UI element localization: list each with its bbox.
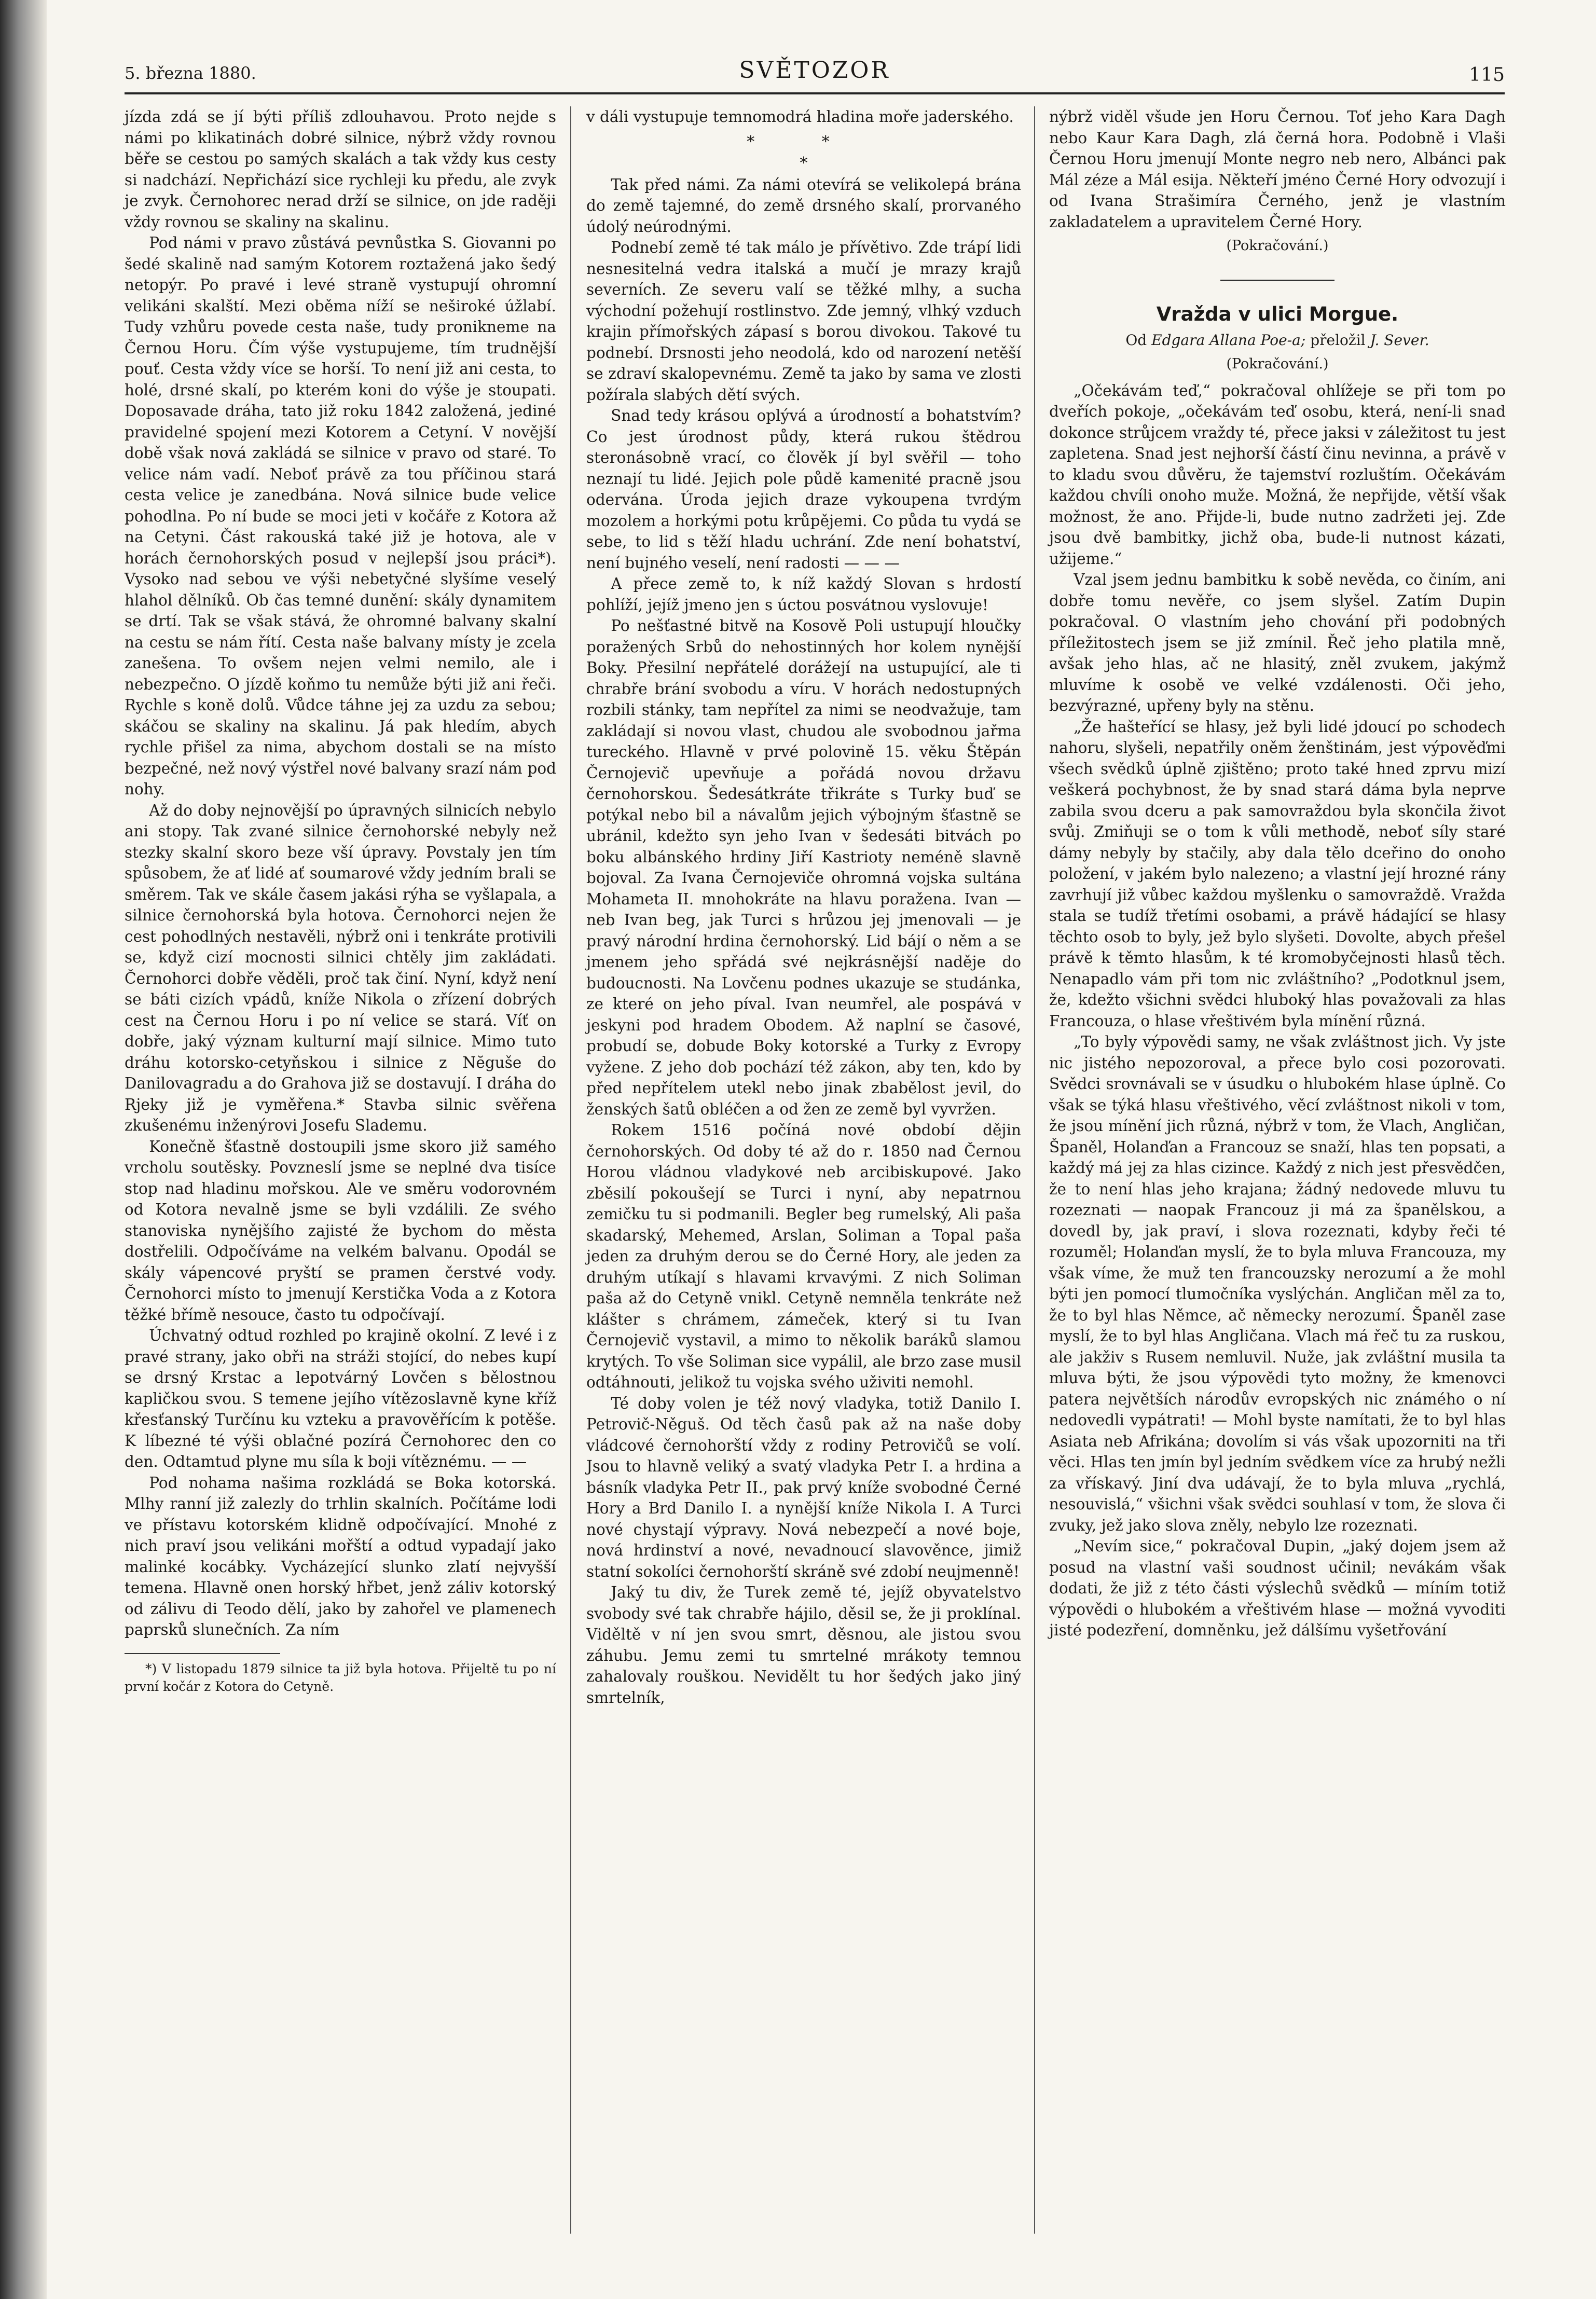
journal-title: SVĚTOZOR bbox=[739, 57, 890, 84]
footnote-rule bbox=[125, 1653, 280, 1654]
paragraph: Té doby volen je též nový vladyka, totiž Danilo I. Petrovič-Něguš. Od těch časů pak až na naše doby vládcové černohorští vždy z rodiny Petrovičů se volí. Jsou to hlavně veliký a svatý vladyka Petr I. a hrdina a básník vladyka Petr II., pak prvý kníže svobodné Černé Hory a Brd Danilo I. a nynější kníže Nikola I. A Turci nové chystají výpravy. Nová nebezpečí a nové boje, nová hrdinství a nové, nevadnoucí slavověnce, jimiž statní sokolíci černohorští skráně své zdobí neujmenně! bbox=[586, 1394, 1021, 1580]
paragraph: „To byly výpovědi samy, ne však zvláštnost jich. Vy jste nic jistého nepozoroval, a přece bylo cosi pozorovati. Svědci srovnávali se v úsudku o hlubokém hlase úplně. Co však se týká hlasu vřeštivého, věcí zvláštnost nikoli v tom, že jsou mínění jich různá, nýbrž v tom, že Vlach, Angličan, Španěl, Holanďan a Francouz se snaží, hlas ten popsati, a každý má jej za hlas cizince. Každý z nich jest přesvědčen, že to není hlas jeho krajana; žádný nedovede mluvu tu rozeznati — naopak Francouz ji má za španělskou, a dovedl by, jak praví, i slova rozeznati, kdyby řeči té rozuměl; Holanďan myslí, že to byla mluva Francouza, my však víme, že muž ten francouzsky nerozumí a že mohl býti jen pomocí tlumočníka vyslýchán. Angličan měl za to, že to byl hlas Němce, ač německy nerozumí. Španěl zase myslí, že to byl hlas Angličana. Vlach má řeč tu za ruskou, ale jakživ s Rusem nemluvil. Nuže, jak zvláštní musila ta mluva býti, že jsou výpovědi tyto možny, že kmenovci patera největších národův evropských nic známého o ní nedovedli vypátrati! — Mohl byste namítati, že to byl hlas Asiata neb Afrikána; dovolím si vás však upozorniti na tři věci. Hlas ten jmín byl jedním svědkem více za hrubý nežli za vřískavý. Jiní dva udávají, že to byla mluva „rychlá, nesouvislá,“ všichni však svědci souhlasí v tom, že slova či zvuky, jež jako slova zněly, nebylo lze rozeznati. bbox=[1049, 1033, 1506, 1534]
paragraph: Rokem 1516 počíná nové období dějin černohorských. Od doby té až do r. 1850 nad Černou Horou vládnou vladykové neb arcibiskupové. Jako zběsilí pokoušejí se Turci i nyní, aby nepatrnou zemičku tu si podmanili. Begler beg rumelský, Ali paša skadarský, Mehemed, Arslan, Soliman a Topal paša jeden za druhým derou se do Černé Hory, ale jeden za druhým utíkají s hlavami krvavými. Z nich Soliman paša až do Cetyně vnikl. Cetyně nemněla tenkráte než klášter s chrámem, zámeček, který si tu Ivan Černojevič vystavil, a mimo to několik baráků slamou krytých. To vše Soliman sice vypálil, ale brzo zase musil odtáhnouti, jelikož tu vojska svého uživiti nemohl. bbox=[586, 1121, 1021, 1391]
paragraph: jízda zdá se jí býti příliš zdlouhavou. Proto nejde s námi po klikatinách dobré silnice, nýbrž vždy rovnou běře se cestou po samých skalách a tak vždy kus cesty si nadchází. Nepřichází sice rychleji ku předu, ale zvyk je zvyk. Černohorec nerad drží se silnice, on jde raději vždy rovnou se skaliny na skalinu. bbox=[125, 108, 556, 231]
paragraph: Pod námi v pravo zůstává pevnůstka S. Giovanni po šedé skalině nad samým Kotorem roztažená jako šedý netopýr. Po pravé i levé straně vystupují ohromní velikáni skalští. Mezi oběma níží se neširoké úžlabí. Tudy vzhůru povede cesta naše, tudy proniknemе na Černou Horu. Čím výše vystupujeme, tím trudnější pouť. Cesta vždy více se horší. To není již ani cesta, to holé, drsné skalí, po kterém koni do výše je stoupati. Doposavade dráha, tato již roku 1842 založená, jediné pravidelné spojení mezi Kotorem a Cetyní. V novější době však nová zakládá se silnice v pravo od staré. To velice nám vadí. Neboť právě za tou příčinou stará cesta velice je zanedbána. Nová silnice bude velice pohodlna. Po ní bude se moci jeti v kočáře z Kotora až na Cetyni. Část rakouská také již je hotova, ale v horách černohorských posud v nejlepší jsou práci*). Vysoko nad sebou ve výši nebetyčné slyšíme veselý hlahol dělníků. Ob čas temné dunění: skály dynamitem se drtí. Tak se však stává, že ohromné balvany skalní na cestu se nám řítí. Cesta naše balvany místy je zcela zanešena. To ovšem nejen velmi nemilo, ale i nebezpečno. O jízdě koňmo tu nemůže býti již ani řeči. Rychle s koně dolů. Vůdce táhne jej za uzdu za sebou; skáčou se skaliny na skalinu. Já pak hledím, abych rychle přišel za nima, abychom dostali se na místo bezpečné, než nový výstřel nové balvany srazí nám pod nohy. bbox=[125, 234, 556, 798]
page-number: 115 bbox=[1469, 64, 1505, 86]
article-title: Vražda v ulici Morgue. bbox=[1156, 302, 1399, 325]
page-edge-shadow bbox=[0, 0, 47, 2299]
byline-author: Edgara Allana Poe-a; bbox=[1151, 331, 1306, 349]
header-rule bbox=[125, 92, 1505, 94]
column-2 bbox=[586, 106, 1021, 1708]
byline bbox=[1049, 330, 1506, 351]
paragraph: Jaký tu div, že Turek země té, jejíž obyvatelstvo svobody své tak chrabře hájilo, děsil se, že ji proklínal. Viděltě v ní jen svou smrt, děsnou, ale jistou svou záhubu. Jemu zemi tu smrtelné mrákoty temnou zahalovaly rouškou. Nevidělt tu hor šedých jako jiný smrtelník, bbox=[586, 1584, 1021, 1706]
paragraph: Pod nohama našima rozkládá se Boka kotorská. Mlhy ranní již zalezly do trhlin skalních. Počítáme lodi ve přístavu kotorském klidně odpočívající. Mnohé z nich praví jsou velikáni mořští a odtud vypadají jako malinké kocábky. Vycházející slunko zlatí nejvyšší temena. Hlavně onen horský hřbet, jenž záliv kotorský od zálivu di Teodo dělí, jako by zahořel ve plamenech paprsků slunečních. Za ním bbox=[125, 1474, 556, 1639]
issue-date: 5. března 1880. bbox=[125, 63, 256, 83]
column-divider bbox=[1034, 106, 1035, 2234]
byline-prefix: Od bbox=[1125, 331, 1147, 349]
column-1 bbox=[125, 106, 556, 1696]
continued-note: (Pokračování.) bbox=[1226, 238, 1329, 254]
footnote: *) V listopadu 1879 silnice ta již byla hotova. Přijeltě tu po ní první kočár z Kotora do Cetyně. bbox=[125, 1661, 556, 1694]
paragraph: „Očekávám teď,“ pokračoval ohlížeje se při tom po dveřích pokoje, „očekávám teď osobu, která, není-li snad dokonce strůjcem vraždy té, přece jaksi v záležitost tu jest zapletena. Snad jest nejhorší částí činu nevinna, a právě v to kladu svou důvěru, že tajemství rozluštím. Očekávám každou chvíli onoho muže. Možná, že nepřijde, větší však možnost, že ano. Přijde-li, bude nutno zadržeti jej. Zde jsou dvě bambitky, jichž oba, bude-li nutnost kázati, užijeme.“ bbox=[1049, 381, 1506, 568]
section-break-star: * bbox=[800, 154, 808, 172]
paragraph: Vzal jsem jednu bambitku k sobě nevěda, co činím, ani dobře tomu nevěře, co jsem slyšel. Zatím Dupin pokračoval. O vlastním jeho chování při podobných příležitostech jsem se již zmínil. Řeč jeho platila mně, avšak jeho hlas, ač ne hlasitý, zněl zvukem, jakýmž mluvíme k osobě ve velké vzdálenosti. Oči jeho, bezvýrazné, upřeny byly na stěnu. bbox=[1049, 571, 1506, 714]
column-divider bbox=[570, 106, 571, 2234]
paragraph: v dáli vystupuje temnomodrá hladina moře jaderského. bbox=[586, 108, 1014, 126]
paragraph: Podnebí země té tak málo je přívětivo. Zde trápí lidi nesnesitelná vedra italská a mučí je mrazy krajů severních. Ze severu valí se těžké mlhy, a sucha východní požehují rostlinstvo. Zde jemný, vlhký vzduch krajin přímořských zápasí s borou divokou. Takové tu podnebí. Drsnosti jeho neodolá, kdo od narození netěší se zdraví skalopevnému. Země ta jako by sama ve zlosti požírala slabých dětí svých. bbox=[586, 239, 1021, 404]
byline-translator: J. Sever. bbox=[1370, 331, 1429, 349]
paragraph: Až do doby nejnovější po úpravných silnicích nebylo ani stopy. Tak zvané silnice černohorské nebyly než stezky skalní skoro beze vší úpravy. Povstaly jen tím spůsobem, že ať lidé ať soumarové vždy jedním brali se směrem. Tak ve skále časem jakási rýha se vyšlapala, a silnice černohorská byla hotova. Černohorci nejen že cest pohodlných nestavěli, nýbrž oni i tenkráte protivili se, když cizí mocnosti silnici chtěly jim zakládati. Černohorci dobře věděli, proč tak činí. Nyní, když není se báti cizích vpádů, kníže Nikola o zřízení dobrých cest na Černou Horu i po ní velice se stará. Víť on dobře, jaký význam kulturní mají silnice. Mimo tuto dráhu kotorsko-cetyňskou i silnice z Nĕguše do Danilovagradu a do Grahova již se dostavují. I dráha do Rjeky již je vyměřena.* Stavba silnic svěřena zkušenému inženýrovi Josefu Slademu. bbox=[125, 801, 556, 1134]
paragraph: Konečně šťastně dostoupili jsme skoro již samého vrcholu soutěsky. Povzneslí jsme se neplné dva tisíce stop nad hladinu mořskou. Ale ve směru vodorovném od Kotora nevalně jsme se byli vzdálili. Ze svého stanoviska nynějšího zajisté že bychom do města dostřelili. Odpočíváme na velkém balvanu. Opodál se skály vápencové pryští se pramen čerstvé vody. Černohorci místo to jmenují Kerstička Voda a z Kotora těžké břímě nesouce, často tu odpočívají. bbox=[125, 1137, 556, 1324]
paragraph: Tak před námi. Za námi otevírá se velikolepá brána do země tajemné, do země drsného skalí, prorvaného údolý neúrodnými. bbox=[586, 175, 1021, 236]
running-head bbox=[125, 57, 1505, 93]
continued-note: (Pokračování.) bbox=[1226, 356, 1329, 372]
paragraph: nýbrž viděl všude jen Horu Černou. Toť jeho Kara Dagh nebo Kaur Kara Dagh, zlá černá hora. Podobně i Vlaši Černou Horu jmenují Monte negro neb nero, Albánci pak Mál zéze a Mál esija. Někteří jméno Černé Hory odvozují i od Ivana Strašimíra Černého, jenž je vlastním zakladatelem a upravitelem Černé Hory. bbox=[1049, 108, 1506, 231]
paragraph: A přece země to, k níž každý Slovan s hrdostí pohlíží, jejíž jmeno jen s úctou posvátnou vyslovuje! bbox=[586, 575, 1021, 614]
paragraph: Úchvatný odtud rozhled po krajině okolní. Z levé i z pravé strany, jako obři na stráži stojící, do nebes kupí se drsný Krstac a lepotvárný Lovčen s bělostnou kapličkou svou. S temene jejího vítězoslavně kyne kříž křesťanský Turčínu ku vzteku a pravověřícím k potěše. K líbezné té výši oblačné pozírá Černohorec den co den. Odtamtud plyne mu síla k boji vítěznému. — — bbox=[125, 1327, 556, 1470]
section-rule bbox=[1220, 280, 1334, 281]
section-break-stars: * * bbox=[747, 132, 861, 151]
column-3 bbox=[1049, 106, 1506, 1641]
byline-mid: přeložil bbox=[1310, 331, 1366, 349]
paragraph: Snad tedy krásou oplývá a úrodností a bohatstvím? Co jest úrodnost půdy, která rukou štědrou steronásobně vrací, co člověk jí byl svěřil — toho neznají tu lidé. Jejich pole půdě kamenité pracně jsou odervána. Úroda jejich draze vykoupena tvrdým mozolem a horkými potu krůpějemi. Co půda tu vydá se sebe, to lid s těží hladu uchrání. Zde není bohatství, není bujného veselí, není radosti — — — bbox=[586, 407, 1021, 572]
paragraph: Po nešťastné bitvě na Kosově Poli ustupují hloučky poražených Srbů do nehostinných hor kolem nynější Boky. Přesilní nepřátelé dorážejí na ustupující, ale ti chrabře brání svobodu a víru. V horách nedostupných rozbili stánky, tam nepřítel za nimi se neodvažuje, tam zakládají si novou vlast, chudou ale svobodnou jařma tureckého. Hlavně v prvé polovině 15. věku Štěpán Černojevič upevňuje a pořádá novou državu černohorskou. Šedesátkráte třikráte s Turky buď se potýkal nebo bil a návalům jejich výbojným šťastně se ubránil, kdežto syn jeho Ivan v šedesáti bitvách po boku albánského hrdiny Jiří Kastrioty neméně slavně bojoval. Za Ivana Černojeviče ohromná vojska sultána Mohameta II. mnohokráte na hlavu poražena. Ivan — neb Ivan beg, jak Turci s hrůzou jej jmenovali — je pravý národní hrdina černohorský. Lid bájí o něm a se jmenem jeho spřádá své nejkrásnější naděje do budoucnosti. Na Lovčenu podnes ukazuje se studánka, ze které on jeho píval. Ivan neumřel, ale pospává v jeskyni pod hradem Obodem. Až naplní se časové, probudí se, dobude Boky kotorské a Turky z Evropy vyžene. Z jeho dob pochází též zákon, aby ten, kdo by před nepřítelem utekl nebo jinak zbabělost jevil, do ženských šatů obléčen a od žen ze země byl vyvržen. bbox=[586, 617, 1021, 1118]
paragraph: „Že hašteřící se hlasy, jež byli lidé jdoucí po schodech nahoru, slyšeli, nepatřily oněm ženštinám, jest výpověďmi všech svědků úplně zjištěno; proto také hned zprvu mizí veškerá pochybnost, že by snad stará dáma byla neprve zabila svou dceru a pak samovraždou byla skončila život svůj. Zmiňuji se o tom k vůli methodě, neboť síly staré dámy nebyly by stačily, aby dala tělo dceřino do onoho položení, v jakém bylo nalezeno; a vlastní její hrozné rány zavrhují již vůbec každou myšlenku o samovraždě. Vražda stala se tudíž třetími osobami, a právě hádající se hlasy těchto osob to byly, jež bylo slyšeti. Dovolte, abych přešel právě k těmto hlasům, k té kromobyčejnosti hlasů těch. Nenapadlo vám při tom nic zvláštního? „Podotknul jsem, že, kdežto všichni svědci hluboký hlas považovali za hlas Francouza, o hlase vřeštivém byla mínění různá. bbox=[1049, 718, 1506, 1030]
paragraph: „Nevím sice,“ pokračoval Dupin, „jaký dojem jsem až posud na vlastní vaši soudnost učinil; nevákám však dodati, že již z této části výslechů svědků — míním totiž výpovědi o hlubokém a vřeštivém hlase — možná vyvoditi jisté podezření, domněnku, jež dálšímu vyšetřování bbox=[1049, 1537, 1506, 1639]
